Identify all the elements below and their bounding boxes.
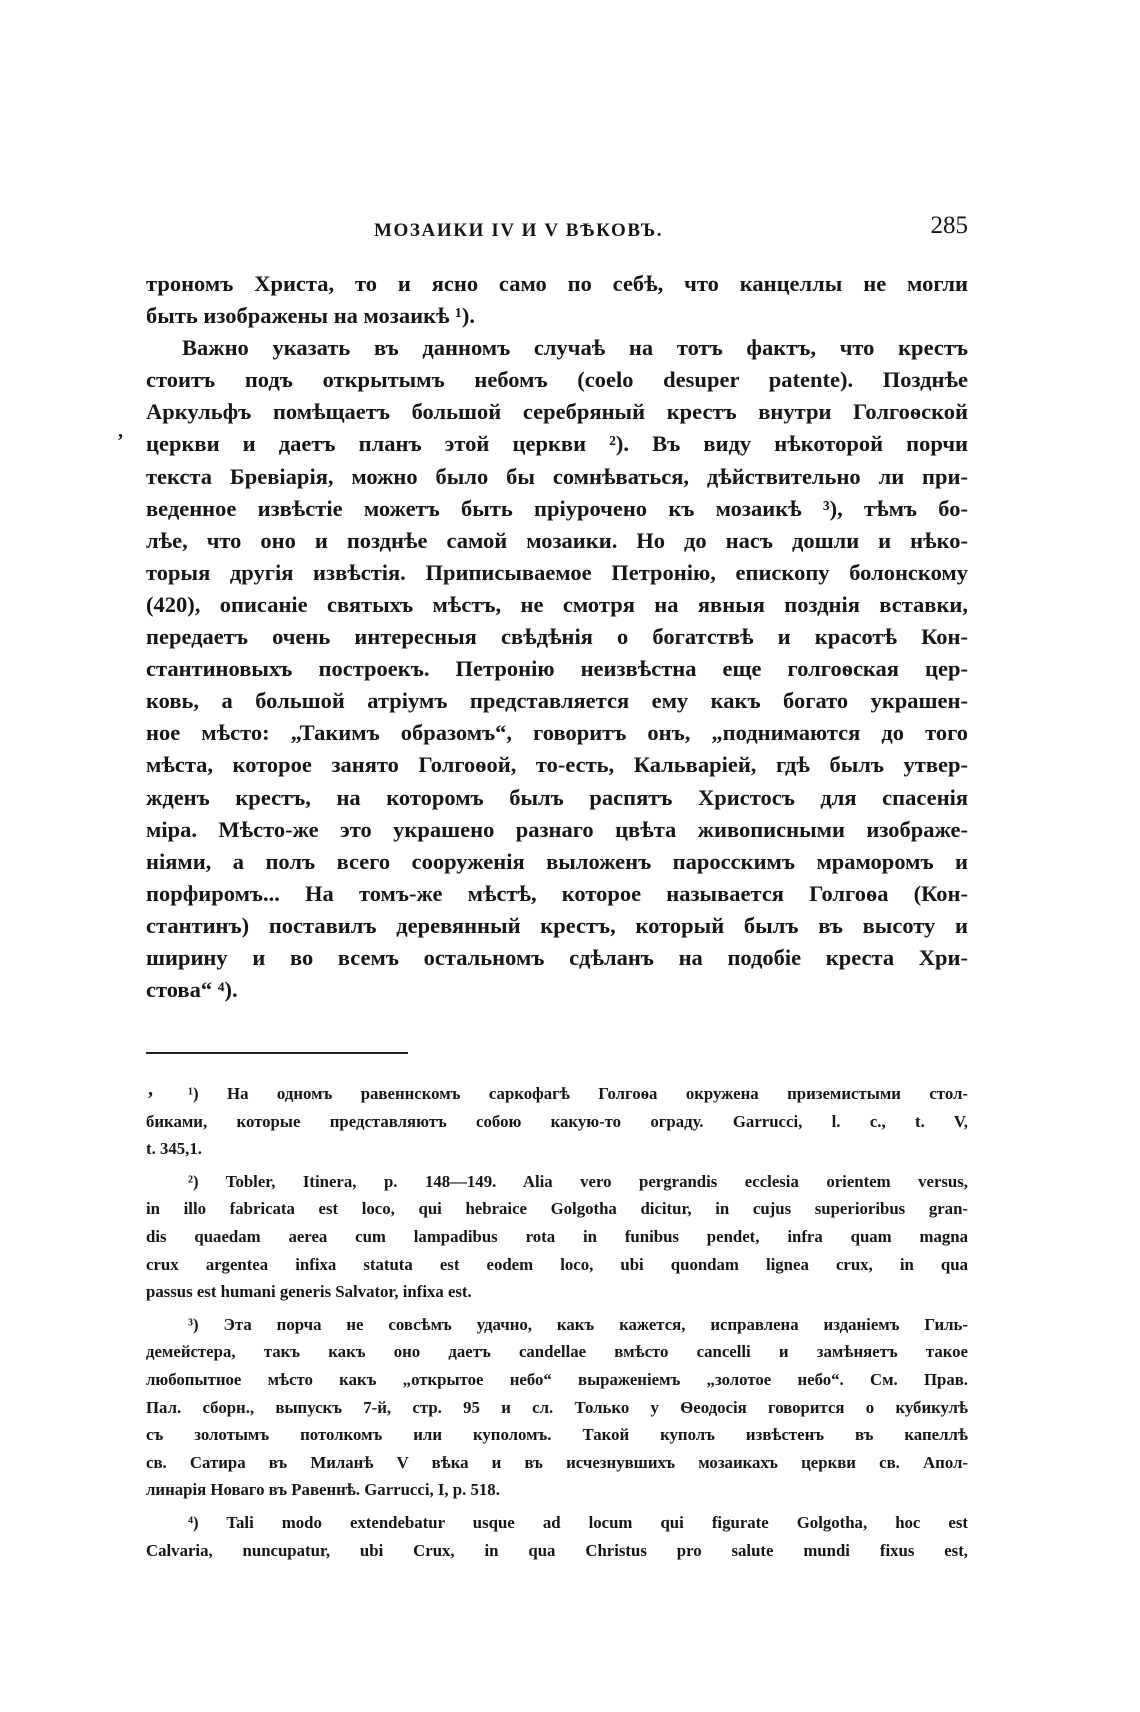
footnote-2 xyxy=(146,1168,968,1306)
footnote-line: Calvaria, nuncupatur, ubi Crux, in qua Christus pro salute mundi fixus est, xyxy=(146,1540,968,1560)
footnote-1 xyxy=(146,1080,968,1163)
text-line: церкви и даетъ планъ этой церкви ²). Въ виду нѣкоторой порчи xyxy=(146,431,968,457)
text-line: лѣе, что оно и позднѣе самой мозаики. Но до насъ дошли и нѣко- xyxy=(146,527,968,553)
text-line: Важно указать въ данномъ случаѣ на тотъ фактъ, что крестъ xyxy=(182,335,968,361)
footnote-line: Пал. сборн., выпускъ 7-й, стр. 95 и сл. Только у Ѳеодосія говорится о кубикулѣ xyxy=(146,1397,968,1417)
text-line: стантиновыхъ построекъ. Петронію неизвѣстна еще голгоѳская цер- xyxy=(146,656,968,682)
text-line: ное мѣсто: „Такимъ образомъ“, говоритъ онъ, „поднимаются до того xyxy=(146,720,968,746)
text-line: ніями, а полъ всего сооруженія выложенъ паросскимъ мраморомъ и xyxy=(146,848,968,874)
footnote-line: crux argentea infixa statuta est eodem loco, ubi quondam lignea crux, in qua xyxy=(146,1254,968,1274)
text-line: текста Бревіарія, можно было бы сомнѣваться, дѣйствительно ли при- xyxy=(146,463,968,489)
footnote-line: св. Сатира въ Миланѣ V вѣка и въ исчезнувшихъ мозаикахъ церкви св. Апол- xyxy=(146,1452,968,1472)
footnote-line: t. 345,1. xyxy=(146,1139,202,1159)
footnotes xyxy=(146,1080,968,1564)
text-line: порфиромъ... На томъ-же мѣстѣ, которое называется Голгоѳа (Кон- xyxy=(146,880,968,906)
page-number: 285 xyxy=(930,212,968,239)
text-line: Аркульфъ помѣщаетъ большой серебряный крестъ внутри Голгоѳской xyxy=(146,399,968,425)
footnote-line: ²) Tobler, Itinera, p. 148—149. Alia vero pergrandis ecclesia orientem versus, xyxy=(188,1171,968,1191)
text-line: міра. Мѣсто-же это украшено разнаго цвѣта живописными изображе- xyxy=(146,816,968,842)
text-line: передаетъ очень интересныя свѣдѣнія о богатствѣ и красотѣ Кон- xyxy=(146,624,968,650)
footnote-separator xyxy=(146,1052,408,1054)
text-line: веденное извѣстіе можетъ быть пріурочено къ мозаикѣ ³), тѣмъ бо- xyxy=(146,495,968,521)
text-line: (420), описаніе святыхъ мѣстъ, не смотря на явныя позднія вставки, xyxy=(146,591,968,617)
text-line: жденъ крестъ, на которомъ былъ распятъ Христосъ для спасенія xyxy=(146,784,968,810)
text-line: трономъ Христа, то и ясно само по себѣ, что канцеллы не могли xyxy=(146,271,968,296)
margin-mark: , xyxy=(118,420,123,442)
text-line: стоитъ подъ открытымъ небомъ (coelo desuper patente). Позднѣе xyxy=(146,367,968,393)
footnote-line: ¹) На одномъ равеннскомъ саркофагѣ Голгоѳа окружена приземистыми стол- xyxy=(188,1084,968,1103)
footnote-line: passus est humani generis Salvator, infixa est. xyxy=(146,1282,472,1302)
text-line: мѣста, которое занято Голгоѳой, то-есть, Кальваріей, гдѣ былъ утвер- xyxy=(146,752,968,778)
text-line: стова“ ⁴). xyxy=(146,977,238,1003)
margin-mark: , xyxy=(148,1078,153,1100)
text-line: ширину и во всемъ остальномъ сдѣланъ на подобіе креста Хри- xyxy=(146,944,968,970)
footnote-line: dis quaedam aerea cum lampadibus rota in funibus pendet, infra quam magna xyxy=(146,1226,968,1246)
main-text xyxy=(146,268,968,1006)
footnote-line: биками, которые представляютъ собою какую-то ограду. Garrucci, l. c., t. V, xyxy=(146,1111,968,1131)
text-line: ковь, а большой атріумъ представляется ему какъ богато украшен- xyxy=(146,688,968,714)
text-line: стантинъ) поставилъ деревянный крестъ, который былъ въ высоту и xyxy=(146,912,968,938)
footnote-line: демейстера, такъ какъ оно даетъ candellae вмѣсто cancelli и замѣняетъ такое xyxy=(146,1342,968,1362)
page-header xyxy=(146,212,968,252)
footnote-line: линарія Новаго въ Равеннѣ. Garrucci, I, p. 518. xyxy=(146,1480,500,1500)
text-line: торыя другія извѣстія. Приписываемое Петронію, епископу болонскому xyxy=(146,559,968,585)
footnote-line: ⁴) Tali modo extendebatur usque ad locum qui figurate Golgotha, hoc est xyxy=(188,1512,968,1532)
footnote-line: любопытное мѣсто какъ „открытое небо“ выраженіемъ „золотое небо“. См. Прав. xyxy=(146,1369,968,1389)
footnote-line: in illo fabricata est loco, qui hebraice Golgotha dicitur, in cujus superioribus gran- xyxy=(146,1199,968,1219)
text-line: быть изображены на мозаикѣ ¹). xyxy=(146,303,476,329)
footnote-4 xyxy=(146,1509,968,1564)
footnote-line: съ золотымъ потолкомъ или куполомъ. Такой куполъ извѣстенъ въ капеллѣ xyxy=(146,1425,968,1445)
running-title: МОЗАИКИ IV И V ВѢКОВЪ. xyxy=(374,220,664,241)
footnote-3 xyxy=(146,1311,968,1504)
footnote-line: ³) Эта порча не совсѣмъ удачно, какъ кажется, исправлена изданіемъ Гиль- xyxy=(188,1314,968,1334)
